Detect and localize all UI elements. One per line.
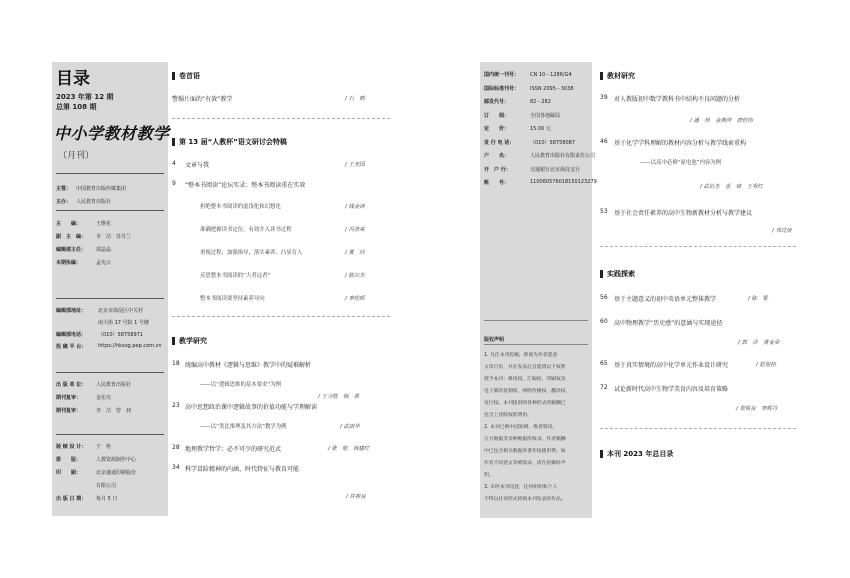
- article-page: 65: [600, 360, 608, 367]
- info-value: CN 10－1286/G4: [530, 72, 572, 78]
- article-page: 56: [600, 294, 608, 301]
- article-page: 39: [600, 94, 608, 101]
- info-value: 北京市海淀区中关村: [98, 308, 144, 314]
- divider: [172, 316, 390, 317]
- copyright-line: 1. 凡任本刊投稿，即视为作者愿意: [484, 353, 558, 358]
- divider: [56, 298, 164, 299]
- info-label: 装 帧 设 计：: [56, 444, 87, 450]
- info-value: 南大街 17 号院 1 号楼: [98, 320, 149, 326]
- copyright-line: 3. 未经本刊同意，任何组织和个人: [484, 485, 558, 490]
- sub-item: 准确把握读书定位，有效介入读书过程: [200, 227, 292, 233]
- copyright-line: 电子版的复制权、网络传播权、翻译权、: [484, 389, 571, 394]
- copyright-line: 中已包含相关数据库著作权使用费。如: [484, 449, 566, 454]
- info-value: （010）58758971: [98, 332, 143, 338]
- article-author: / 王光国: [345, 162, 365, 168]
- info-label: 期刊复审：: [56, 395, 82, 401]
- copyright-line: 作者不同意文章被收录，请在投稿时声: [484, 461, 566, 466]
- info-label: 印 刷：: [56, 470, 82, 476]
- section-title: 卷首语: [179, 72, 200, 80]
- article-page: 60: [600, 318, 608, 325]
- info-value: （010）58758087: [530, 139, 575, 146]
- info-value: 北京盛通印刷股份: [96, 470, 137, 476]
- info-value: 王维花: [96, 221, 112, 227]
- article-page: 46: [600, 138, 608, 145]
- info-label: 排 版：: [56, 457, 82, 463]
- sub-item: 反思整本书阅读的“大者远者”: [200, 273, 271, 279]
- section-title: 实践探索: [607, 270, 635, 278]
- article-title: 警惕片面的“有效”教学: [172, 96, 233, 103]
- info-label: 本期执编：: [56, 260, 82, 266]
- sub-item: 担绝整本书阅读的虚浅化和幻想化: [200, 204, 281, 210]
- sub-item-author: / 陈尔杰: [345, 273, 365, 279]
- article-page: 18: [172, 360, 180, 367]
- info-value: 每月 5 日: [96, 496, 118, 502]
- sub-item-author: / 李煜晖: [345, 296, 365, 302]
- info-label: 副 主 编：: [56, 234, 87, 240]
- info-value: 全国各地邮局: [530, 112, 561, 119]
- info-label: 国内统一刊号：: [484, 72, 520, 78]
- info-label: 订 阅：: [484, 112, 510, 119]
- info-label: 账 号：: [484, 180, 510, 186]
- info-value: https://hkxsg.pep.com.cn: [98, 343, 162, 349]
- frequency: （月刊）: [58, 151, 95, 161]
- section-marker: [600, 72, 603, 80]
- section-marker: [172, 337, 175, 345]
- copyright-line: 万方数据等多种数据库收录。作者稿酬: [484, 437, 566, 442]
- article-title: 地理教学哲学：必不可少的研究范式: [185, 446, 282, 453]
- article-page: 28: [172, 444, 180, 451]
- info-value: 82－282: [530, 99, 551, 105]
- info-label: 出 版 日 期：: [56, 496, 87, 502]
- info-value: ISSN 2095－3038: [530, 85, 574, 92]
- article-title: 基于化学学科理解的教材内容分析与教学线索重构: [614, 140, 747, 147]
- info-label: 编辑部电话：: [56, 332, 87, 338]
- info-label: 国际标准刊号：: [484, 85, 520, 92]
- article-title: 高中物理教学“历史感”的意涵与实现途径: [614, 320, 723, 327]
- divider: [56, 210, 164, 211]
- article-author: / 许春良: [346, 494, 366, 500]
- info-label: 编辑部地址：: [56, 308, 87, 314]
- section-title: 教学研究: [179, 337, 207, 345]
- info-value: 郭晶晶: [96, 247, 112, 253]
- copyright-line: 包含上述版权的费用。: [484, 413, 532, 418]
- info-label: 定 价：: [484, 126, 510, 132]
- copyright-line: 发行权。本刊提供的各种形式的稿酬已: [484, 401, 566, 406]
- info-value: 孟宪云: [96, 260, 112, 266]
- info-value: 110060576018150123279: [530, 179, 597, 185]
- article-author: / 邓过房: [772, 228, 792, 234]
- article-page: 72: [600, 384, 608, 391]
- divider: [172, 118, 390, 119]
- divider: [56, 434, 164, 435]
- article-page: 23: [172, 402, 180, 409]
- info-label: 主管：: [56, 186, 72, 192]
- info-label: 开 户 行：: [484, 166, 511, 173]
- article-title: 对人教版初中数学教科书中结构不良问题的分析: [614, 96, 741, 103]
- article-page: 53: [600, 208, 608, 215]
- sub-item: 重视过程，加强指导，落实素养，凸显育人: [200, 250, 303, 256]
- article-author: / 石 鸥: [345, 96, 365, 102]
- info-label: 主办：: [56, 199, 72, 205]
- section-marker: [172, 138, 175, 146]
- section-marker: [172, 72, 175, 80]
- copyright-line: 文章自负，并在发表后自愿将以下权利: [484, 365, 566, 370]
- section-title: 教材研究: [607, 72, 635, 80]
- article-author: / 郭 洋 黄金荣: [738, 340, 780, 346]
- info-value: 人民教育出版社: [76, 199, 112, 205]
- info-label: 发 行 电 话：: [484, 139, 515, 146]
- copyright-line: 不得以任何形式转载本刊发表的作品。: [484, 497, 566, 502]
- info-label: 主 编：: [56, 221, 82, 227]
- article-title: ——以“类比推理及其方法”教学为例: [200, 424, 287, 430]
- sub-item-author: / 贾 玲: [345, 250, 365, 256]
- article-author: / 陈 雯: [748, 296, 768, 302]
- article-title: “整本书阅读”论坛实录：整本书阅读重在实效: [185, 182, 306, 189]
- article-title: 基于真实情境的高中化学单元作业设计研究: [614, 362, 729, 369]
- journal-logo: 中小学教材教学: [54, 124, 170, 143]
- divider: [56, 173, 164, 174]
- info-value: 有限公司: [96, 483, 117, 489]
- copyright-line: 2. 本刊已被中国知网、维普资讯、: [484, 425, 558, 430]
- article-title: 文章与我: [185, 162, 210, 169]
- info-value: 中国教育出版传媒集团: [76, 186, 127, 192]
- article-title: ——以“逻辑思维的基本要求”为例: [200, 382, 282, 388]
- article-author: / 张 航 杨建红: [328, 446, 370, 452]
- copyright-line: 授予本刊：修改权、汇编权、印刷权及: [484, 377, 566, 382]
- article-author: / 武衍杰 雷 琦 王秀红: [700, 184, 763, 190]
- info-label: 户 名：: [484, 153, 510, 159]
- total-issue: 总第 108 期: [56, 103, 97, 111]
- divider: [600, 246, 796, 247]
- info-label: 投 稿 平 台：: [56, 344, 87, 350]
- sub-item-author: / 钱金涛: [345, 204, 365, 210]
- info-value: 李 洁 曾 昶: [96, 408, 132, 414]
- info-label: 出 版 单 位：: [56, 382, 87, 388]
- article-title: 基于主题意义的初中英语单元整体教学: [614, 296, 717, 303]
- divider: [484, 344, 588, 345]
- divider: [484, 320, 588, 321]
- sub-item: 整本书阅读要坚持素养导向: [200, 296, 265, 302]
- article-author: / 王习胜 杨 希: [318, 394, 360, 400]
- info-label: 邮发代号：: [484, 99, 510, 105]
- sub-item-author: / 冯善亮: [345, 227, 365, 233]
- info-value: 人民教育出版社有限责任公司: [530, 153, 596, 159]
- info-value: 金宏亮: [96, 395, 112, 401]
- article-title: 科学冒险精神的内涵、时代特征与教育可能: [185, 466, 300, 473]
- article-page: 4: [172, 160, 176, 167]
- divider: [56, 372, 164, 373]
- article-page: 9: [172, 180, 176, 187]
- article-page: 34: [172, 464, 180, 471]
- article-title: ——以高中必修“原电池”内容为例: [640, 160, 722, 166]
- page-title: 目录: [56, 69, 90, 89]
- info-value: 于 艳: [96, 444, 112, 450]
- section-title: 本刊 2023 年总目录: [607, 450, 674, 458]
- info-label: 编辑部主任：: [56, 247, 87, 253]
- section-title: 第 13 届“人教杯”语文研讨会特稿: [179, 138, 287, 146]
- article-author: / 莫俊良 李辉丹: [736, 406, 778, 412]
- article-title: 高中思想政治课中逻辑故事的价值功能与学理解读: [185, 404, 318, 411]
- info-value: 人教资源制作中心: [96, 457, 137, 463]
- info-label: 期刊复审：: [56, 408, 82, 414]
- year-issue: 2023 年第 12 期: [56, 93, 114, 101]
- divider: [600, 428, 796, 429]
- article-author: / 潘 玥 金燕萍 唐恒钧: [690, 118, 753, 124]
- article-title: 试论新时代高中生物学美育内容及培育策略: [614, 386, 729, 393]
- section-marker: [600, 270, 603, 278]
- info-value: 交通银行北京海淀支行: [530, 166, 581, 173]
- info-value: 人民教育出版社: [96, 382, 132, 388]
- copyright-title: 版权声明: [484, 337, 505, 343]
- section-marker: [600, 450, 603, 458]
- info-value: 15.00 元: [530, 126, 551, 132]
- info-value: 李 洁 苏丹兰: [96, 234, 132, 240]
- article-author: / 赵旭初: [756, 362, 776, 368]
- article-author: / 武雨华: [340, 424, 360, 430]
- copyright-line: 明。: [484, 473, 494, 478]
- article-title: 统编高中教材《逻辑与思维》教学中的疑难解析: [185, 362, 312, 369]
- article-title: 基于社会责任素养的高中生物新教材分析与教学建议: [614, 210, 753, 217]
